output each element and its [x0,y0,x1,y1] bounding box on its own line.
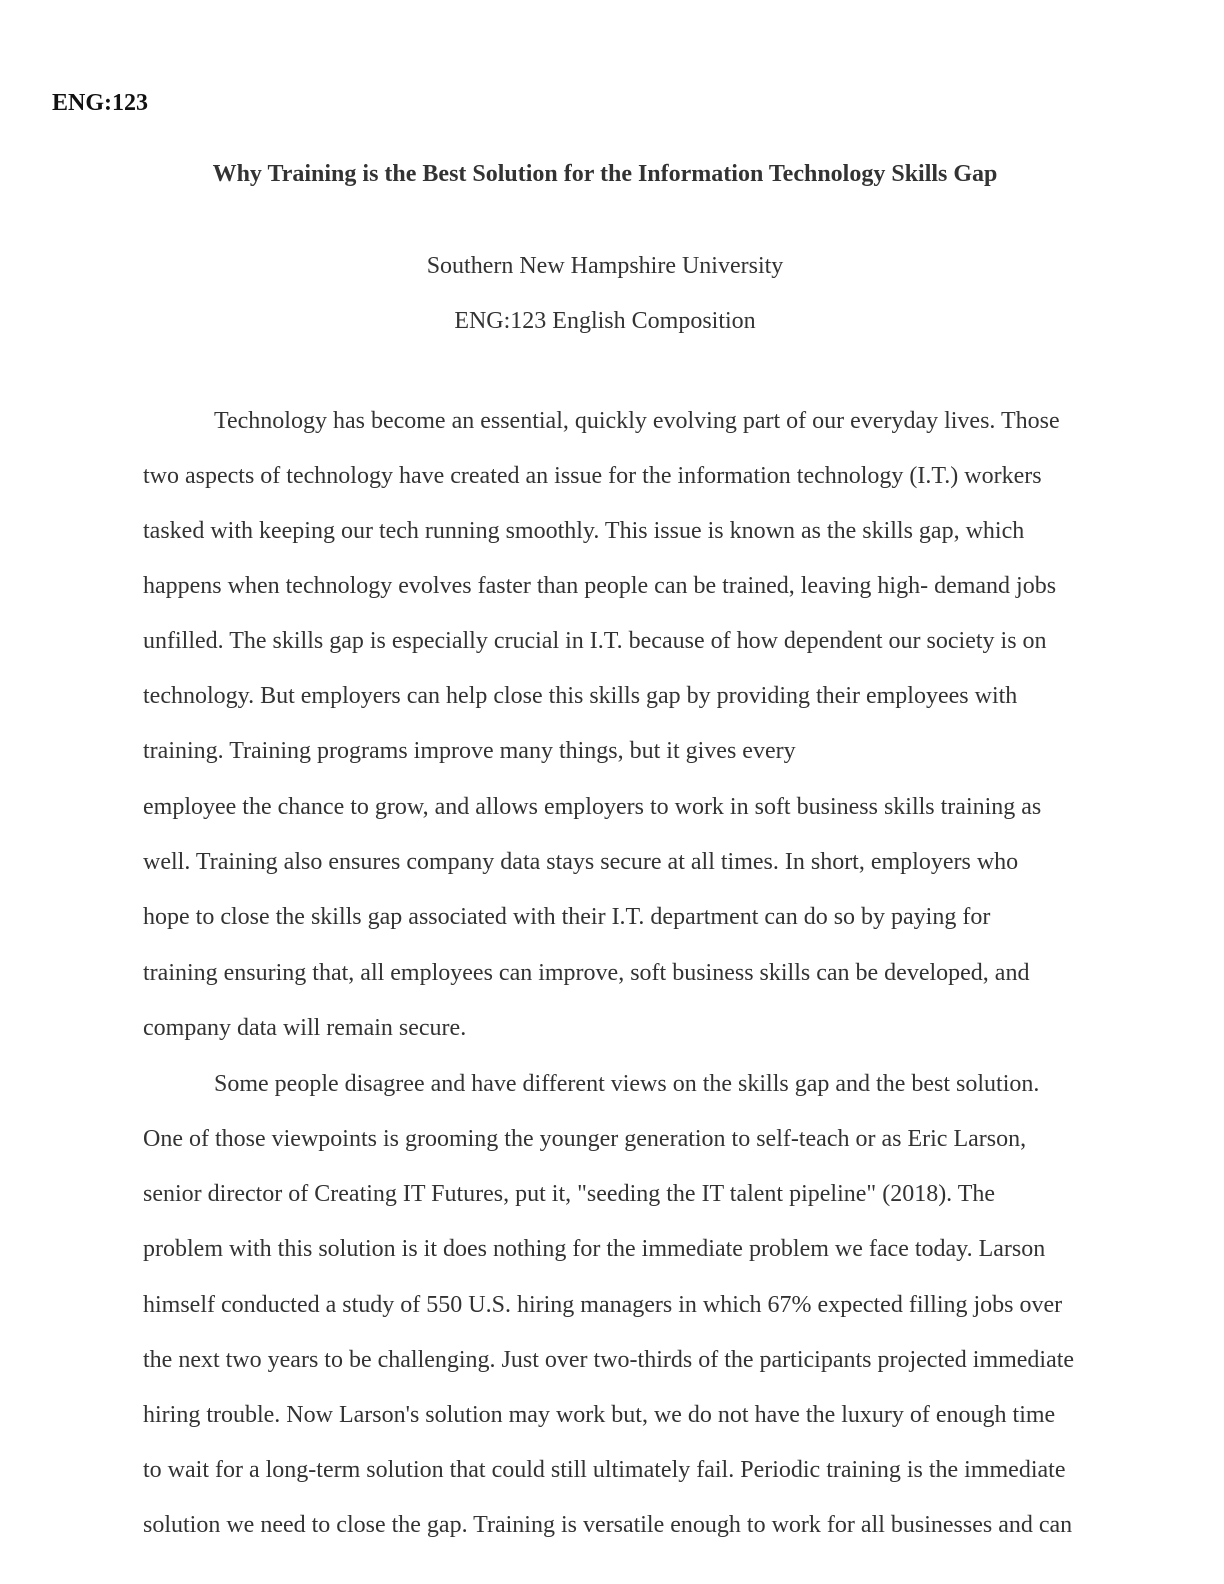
running-head: ENG:123 [52,90,148,116]
body-line: senior director of Creating IT Futures, put it, "seeding the IT talent pipeline" (2018). The [143,1181,996,1207]
body-line: One of those viewpoints is grooming the younger generation to self-teach or as Eric Larson, [143,1126,1027,1152]
body-line: solution we need to close the gap. Training is versatile enough to work for all businesses and can [143,1512,1073,1538]
paper-title: Why Training is the Best Solution for the Information Technology Skills Gap [212,161,998,187]
body-line: well. Training also ensures company data stays secure at all times. In short, employers who [143,849,1019,875]
body-line: unfilled. The skills gap is especially crucial in I.T. because of how dependent our society is on [143,628,1047,654]
body-line: two aspects of technology have created an issue for the information technology (I.T.) workers [143,463,1042,489]
body-line: employee the chance to grow, and allows employers to work in soft business skills training as [143,794,1042,820]
body-line: Some people disagree and have different views on the skills gap and the best solution. [214,1071,1040,1097]
body-line: Technology has become an essential, quickly evolving part of our everyday lives. Those [214,408,1060,434]
body-line: hope to close the skills gap associated with their I.T. department can do so by paying for [143,904,991,930]
body-line: technology. But employers can help close this skills gap by providing their employees with [143,683,1018,709]
body-line: tasked with keeping our tech running smoothly. This issue is known as the skills gap, which [143,518,1025,544]
body-line: hiring trouble. Now Larson's solution may work but, we do not have the luxury of enough time [143,1402,1056,1428]
university-name: Southern New Hampshire University [426,253,784,279]
body-line: training. Training programs improve many things, but it gives every [143,738,796,764]
body-line: company data will remain secure. [143,1015,467,1041]
body-line: problem with this solution is it does nothing for the immediate problem we face today. Larson [143,1236,1046,1262]
body-line: happens when technology evolves faster than people can be trained, leaving high- demand jobs [143,573,1057,599]
body-line: himself conducted a study of 550 U.S. hiring managers in which 67% expected filling jobs over [143,1292,1063,1318]
body-line: training ensuring that, all employees can improve, soft business skills can be developed, and [143,960,1030,986]
body-line: the next two years to be challenging. Just over two-thirds of the participants projected immediate [143,1347,1075,1373]
course-name: ENG:123 English Composition [454,308,756,334]
body-line: to wait for a long-term solution that could still ultimately fail. Periodic training is the immediate [143,1457,1066,1483]
